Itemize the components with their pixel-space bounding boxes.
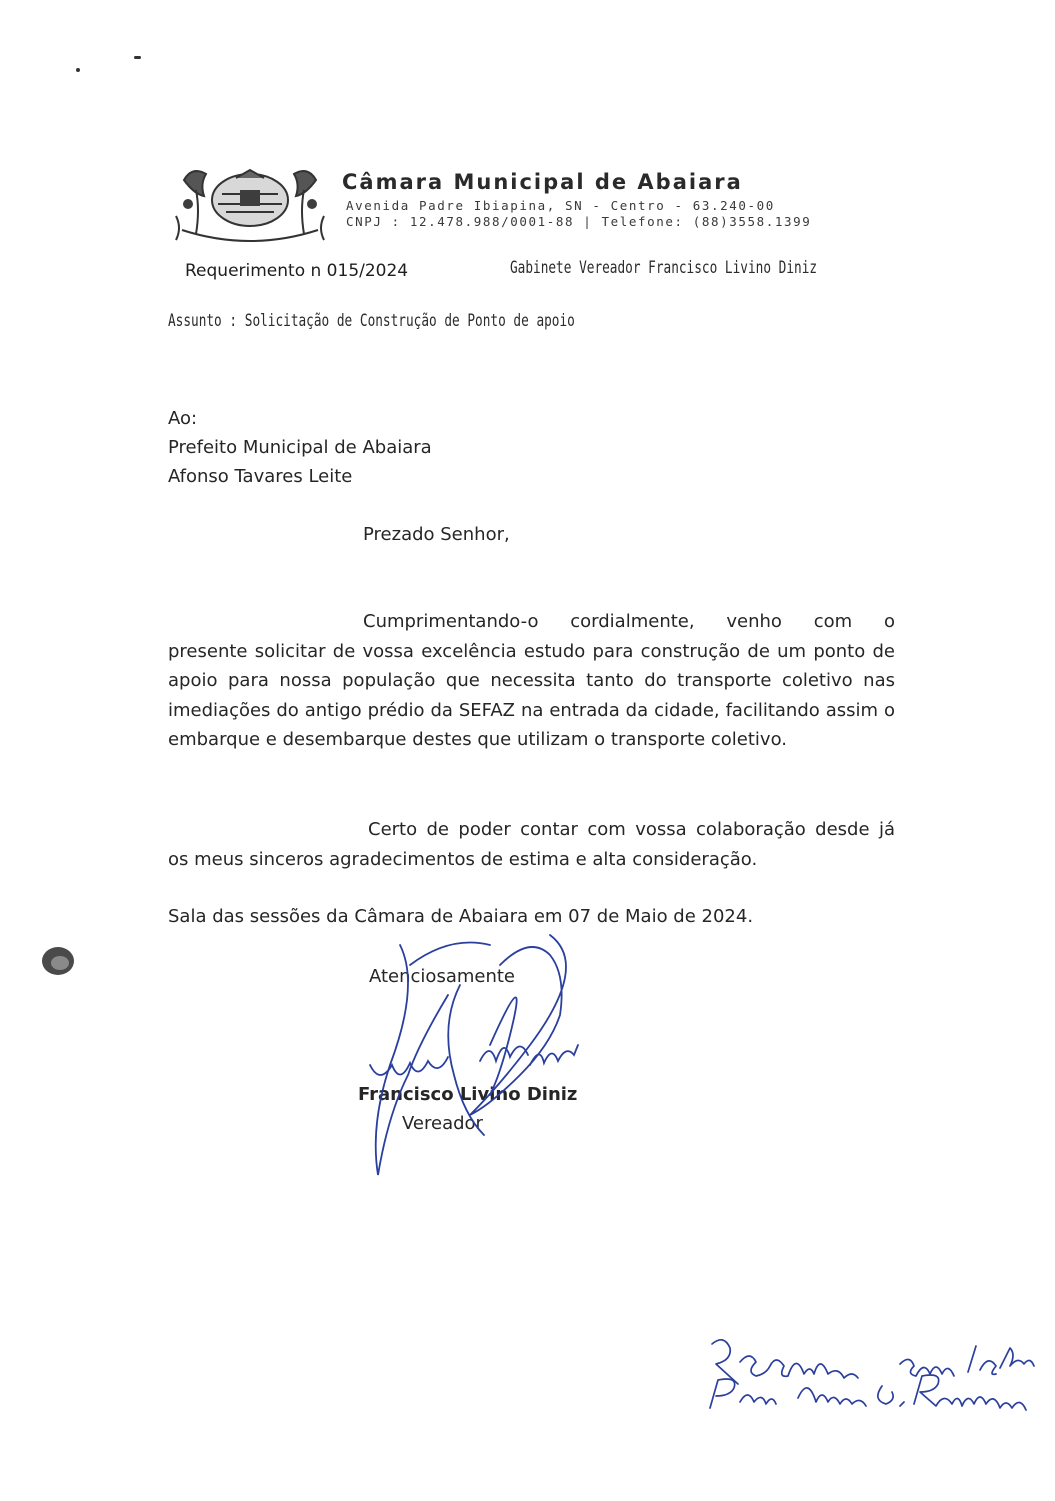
recipient-to: Ao: xyxy=(168,408,198,429)
request-number: Requerimento n 015/2024 xyxy=(185,261,409,281)
recipient-title: Prefeito Municipal de Abaiara xyxy=(168,437,432,458)
salutation: Prezado Senhor, xyxy=(363,524,510,545)
institution-name: Câmara Municipal de Abaiara xyxy=(342,170,743,194)
signer-name: Francisco Livino Diniz xyxy=(358,1084,578,1105)
handwritten-receipt-note xyxy=(700,1332,1040,1442)
regards: Atenciosamente xyxy=(369,966,516,987)
office-name: Gabinete Vereador Francisco Livino Diniz xyxy=(510,258,818,278)
paragraph-1-first-line: Cumprimentando-o cordialmente, venho com o xyxy=(363,611,895,632)
body-paragraph-1 xyxy=(168,607,895,755)
institution-address: Avenida Padre Ibiapina, SN - Centro - 63.240-00 xyxy=(346,198,775,213)
handwritten-signature xyxy=(340,915,600,1185)
subject-line: Assunto : Solicitação de Construção de Ponto de apoio xyxy=(168,311,575,331)
paragraph-2-first-line: Certo de poder contar com vossa colaboração desde já xyxy=(368,819,895,840)
signer-role: Vereador xyxy=(402,1113,483,1134)
place-date-line: Sala das sessões da Câmara de Abaiara em 07 de Maio de 2024. xyxy=(168,906,754,927)
body-paragraph-2 xyxy=(168,815,895,874)
paragraph-1-text: presente solicitar de vossa excelência estudo para construção de um ponto de apoio para nossa população que necessita tanto do transporte coletivo nas imediações do antigo prédio da SEFAZ na entrada da cidade, facilitando assim o embarque e desembarque destes que utilizam o transporte coletivo. xyxy=(168,640,895,750)
chamber-crest-logo xyxy=(166,160,334,246)
scan-speck xyxy=(76,68,80,72)
institution-contact: CNPJ : 12.478.988/0001-88 | Telefone: (88)3558.1399 xyxy=(346,214,812,229)
paragraph-2-text: os meus sinceros agradecimentos de estima e alta consideração. xyxy=(168,848,758,870)
scan-speck xyxy=(134,56,141,59)
punch-hole-mark xyxy=(40,944,76,978)
recipient-name: Afonso Tavares Leite xyxy=(168,466,353,487)
